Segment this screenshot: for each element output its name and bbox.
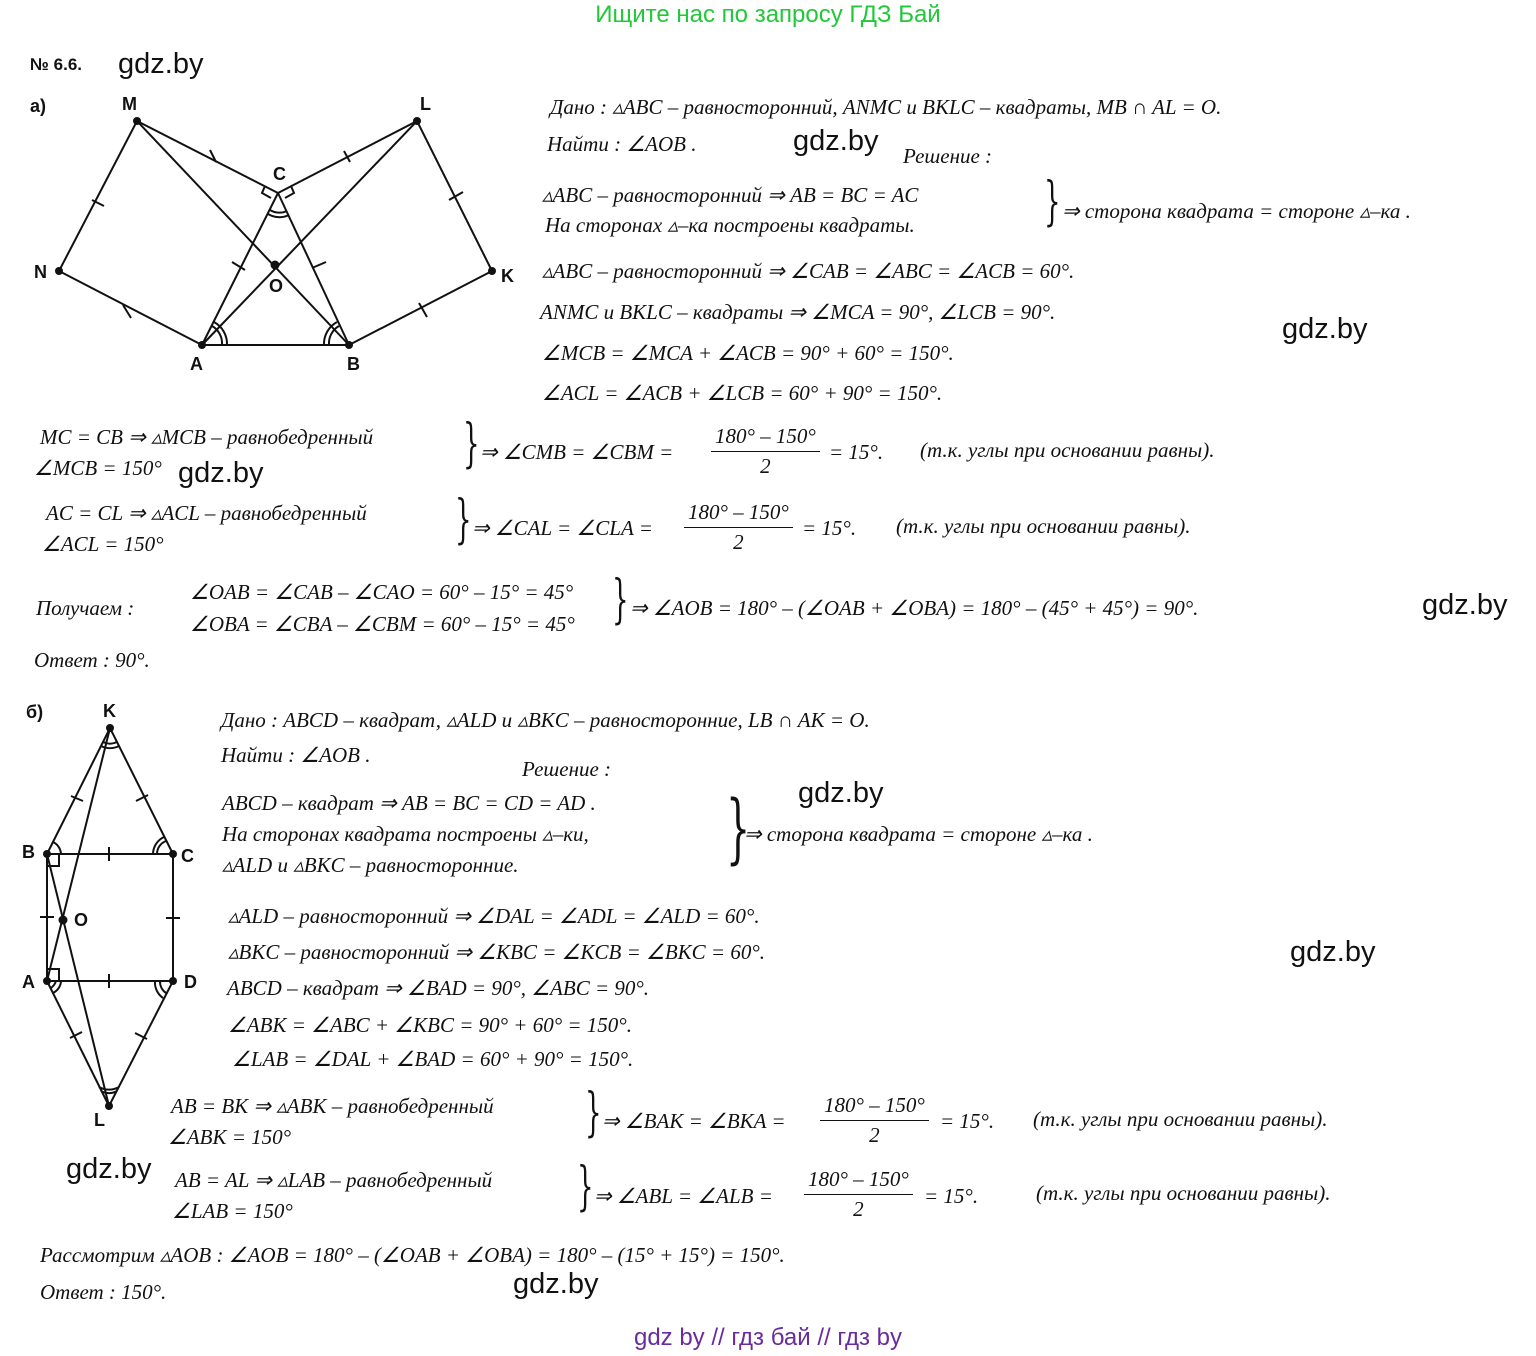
part-a-get-result: ⇒ ∠AOB = 180° – (∠OAB + ∠OBA) = 180° – (45° + 45°) = 90°.: [630, 596, 1199, 620]
part-a-get-line-2: ∠OBA = ∠CBA – ∠CBM = 60° – 15° = 45°: [190, 612, 575, 636]
part-a-label: а): [30, 96, 47, 116]
part-b-s1-lhs: ⇒ ∠BAK = ∠BKA =: [602, 1109, 786, 1133]
part-a-brace-3: }: [455, 490, 472, 550]
watermark: gdz.by: [178, 457, 264, 489]
part-a-line-6: ∠ACL = ∠ACB + ∠LCB = 60° + 90° = 150°.: [542, 381, 943, 405]
label-point-l: L: [94, 1110, 105, 1130]
part-a-given: Дано : ▵ABC – равносторонний, ANMC и BKLC – квадраты, MB ∩ AL = O.: [550, 95, 1222, 119]
part-b-solution-title: Решение :: [522, 757, 612, 781]
fraction-denominator: 2: [760, 454, 771, 478]
part-a-get-line-1: ∠OAB = ∠CAB – ∠CAO = 60° – 15° = 45°: [190, 580, 574, 604]
watermark: gdz.by: [118, 48, 204, 80]
fraction-denominator: 2: [869, 1123, 880, 1147]
part-a-s2-line-a: AC = CL ⇒ ▵ACL – равнобедренный: [46, 501, 367, 525]
label-point-a: A: [190, 354, 203, 374]
part-b-s1-line-b: ∠ABK = 150°: [168, 1125, 292, 1149]
part-b-line-3: ▵ALD и ▵BKC – равносторонние.: [222, 853, 519, 877]
part-b-line-2: На сторонах квадрата построены ▵–ки,: [222, 822, 589, 846]
part-a-s2-fraction: [684, 500, 793, 555]
label-point-m: M: [122, 94, 137, 114]
part-b-line-8: ∠LAB = ∠DAL + ∠BAD = 60° + 90° = 150°.: [232, 1047, 634, 1071]
part-b-s1-line-a: AB = BK ⇒ ▵ABK – равнобедренный: [171, 1094, 494, 1118]
label-point-a: A: [22, 972, 35, 992]
label-point-b: B: [347, 354, 360, 374]
part-a-brace-4: }: [612, 570, 629, 630]
part-b-line-4: ▵ALD – равносторонний ⇒ ∠DAL = ∠ADL = ∠ALD = 60°.: [228, 904, 760, 928]
part-a-brace-2: }: [463, 414, 480, 474]
part-a-line-1: ▵ABC – равносторонний ⇒ AB = BC = AC: [542, 183, 919, 207]
footer-links: gdz by // гдз бай // гдз by: [633, 1324, 903, 1351]
part-a-s1-lhs: ⇒ ∠CMB = ∠CBM =: [480, 440, 674, 464]
watermark: gdz.by: [1422, 589, 1508, 621]
fraction-numerator: 180° – 150°: [711, 424, 820, 452]
label-point-o: O: [74, 910, 89, 930]
fraction-numerator: 180° – 150°: [684, 500, 793, 528]
part-a-brace-1: }: [1044, 172, 1061, 232]
fraction-numerator: 180° – 150°: [804, 1167, 913, 1195]
part-a-line-5: ∠MCB = ∠MCA + ∠ACB = 90° + 60° = 150°.: [542, 341, 954, 365]
part-b-s2-lhs: ⇒ ∠ABL = ∠ALB =: [594, 1184, 773, 1208]
label-point-k: K: [103, 701, 116, 721]
part-b-given: Дано : ABCD – квадрат, ▵ALD и ▵BKC – равносторонние, LB ∩ AK = O.: [221, 708, 870, 732]
part-a-s2-lhs: ⇒ ∠CAL = ∠CLA =: [472, 516, 653, 540]
part-b-s2-line-a: AB = AL ⇒ ▵LAB – равнобедренный: [175, 1168, 493, 1192]
fraction-denominator: 2: [853, 1197, 864, 1221]
part-b-brace-3: }: [577, 1157, 594, 1217]
watermark: gdz.by: [793, 125, 879, 157]
watermark: gdz.by: [1282, 313, 1368, 345]
part-a-line-4: ANMC и BKLC – квадраты ⇒ ∠MCA = 90°, ∠LCB = 90°.: [540, 300, 1056, 324]
part-a-s1-fraction: [711, 424, 820, 479]
part-a-s2-rhs: = 15°.: [802, 516, 857, 540]
part-b-figure: [0, 690, 220, 1130]
top-banner: Ищите нас по запросу ГДЗ Бай: [595, 1, 941, 28]
fraction-denominator: 2: [733, 530, 744, 554]
label-point-l: L: [420, 94, 431, 114]
part-b-s2-line-b: ∠LAB = 150°: [172, 1199, 293, 1223]
part-b-line-7: ∠ABK = ∠ABC + ∠KBC = 90° + 60° = 150°.: [228, 1013, 632, 1037]
label-point-d: D: [184, 972, 197, 992]
part-a-line-2: На сторонах ▵–ка построены квадраты.: [545, 213, 915, 237]
label-point-k: K: [501, 266, 514, 286]
label-point-b: B: [22, 842, 35, 862]
part-a-find: Найти : ∠AOB .: [547, 132, 697, 156]
part-a-figure: [0, 0, 560, 390]
part-b-label: б): [26, 702, 44, 722]
part-b-line-1: ABCD – квадрат ⇒ AB = BC = CD = AD .: [222, 791, 596, 815]
part-a-s1-line-b: ∠MCB = 150°: [34, 456, 162, 480]
part-b-brace-1: }: [726, 783, 751, 872]
part-a-s1-rhs: = 15°.: [829, 440, 884, 464]
part-a-line-12-result: ⇒ сторона квадрата = стороне ▵–ка .: [1062, 199, 1411, 223]
part-b-s1-rhs: = 15°.: [940, 1109, 995, 1133]
label-point-c: C: [181, 846, 194, 866]
part-a-line-3: ▵ABC – равносторонний ⇒ ∠CAB = ∠ABC = ∠ACB = 60°.: [542, 259, 1075, 283]
label-point-o: O: [269, 276, 284, 296]
label-point-c: C: [273, 164, 286, 184]
part-b-s2-fraction: [804, 1167, 913, 1222]
part-b-answer: Ответ : 150°.: [40, 1280, 167, 1304]
part-b-line-123-result: ⇒ сторона квадрата = стороне ▵–ка .: [744, 822, 1093, 846]
part-b-s1-fraction: [820, 1093, 929, 1148]
part-a-answer: Ответ : 90°.: [34, 648, 150, 672]
fraction-numerator: 180° – 150°: [820, 1093, 929, 1121]
part-a-s1-reason: (т.к. углы при основании равны).: [920, 438, 1215, 462]
problem-number: № 6.6.: [30, 55, 83, 74]
label-point-n: N: [34, 262, 47, 282]
part-b-brace-2: }: [585, 1083, 602, 1143]
part-b-s2-rhs: = 15°.: [924, 1184, 979, 1208]
part-a-get-label: Получаем :: [36, 596, 135, 620]
part-a-solution-title: Решение :: [903, 144, 993, 168]
watermark: gdz.by: [798, 777, 884, 809]
watermark: gdz.by: [513, 1268, 599, 1300]
part-b-s2-reason: (т.к. углы при основании равны).: [1036, 1181, 1331, 1205]
part-b-line-5: ▵BKC – равносторонний ⇒ ∠KBC = ∠KCB = ∠BKC = 60°.: [228, 940, 765, 964]
part-a-s2-reason: (т.к. углы при основании равны).: [896, 514, 1191, 538]
watermark: gdz.by: [66, 1153, 152, 1185]
part-b-line-6: ABCD – квадрат ⇒ ∠BAD = 90°, ∠ABC = 90°.: [227, 976, 650, 1000]
part-b-find: Найти : ∠AOB .: [221, 743, 371, 767]
watermark: gdz.by: [1290, 936, 1376, 968]
part-b-s1-reason: (т.к. углы при основании равны).: [1033, 1107, 1328, 1131]
part-b-consider: Рассмотрим ▵AOB : ∠AOB = 180° – (∠OAB + ∠OBA) = 180° – (15° + 15°) = 150°.: [40, 1243, 785, 1267]
part-a-s1-line-a: MC = CB ⇒ ▵MCB – равнобедренный: [40, 425, 374, 449]
part-a-s2-line-b: ∠ACL = 150°: [42, 532, 164, 556]
